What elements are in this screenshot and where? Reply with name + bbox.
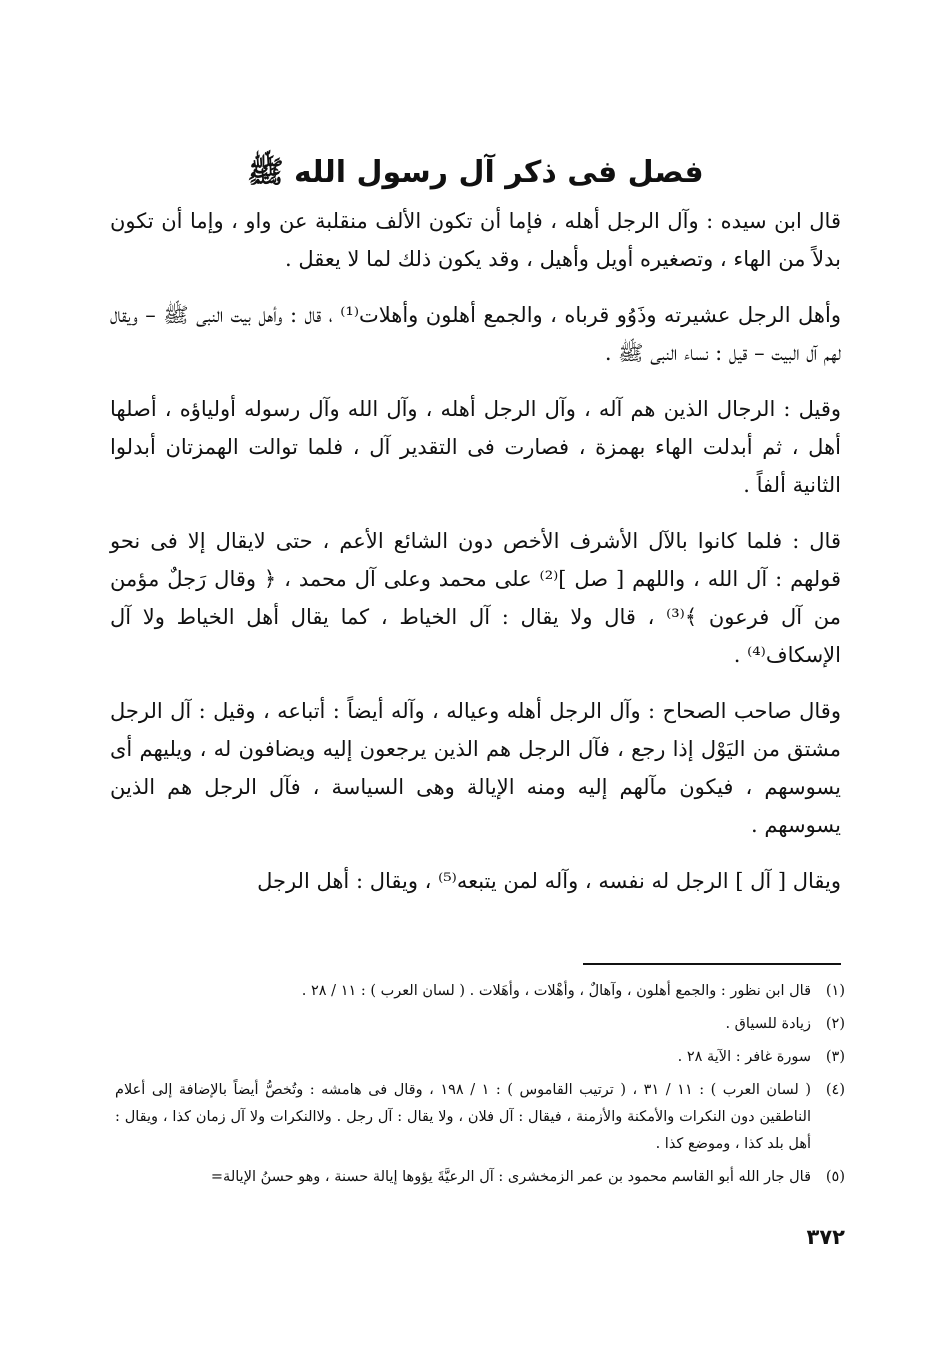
page-number: ٣٧٢ [806, 1225, 845, 1249]
footnote-divider [583, 963, 841, 965]
footnote-number: (٥) [825, 1169, 845, 1185]
footnote-text: زيادة للسياق . [725, 1016, 811, 1032]
footnote-text: قال ابن نظور : والجمع أهلون ، وآهالٌ ، وأهْلات ، وأهَلات . ( لسان العرب ) : ١١ / ٢٨ . [301, 983, 811, 999]
footnote-number: (١) [825, 983, 845, 999]
paragraph-3 [110, 390, 841, 504]
footnote-number: (٤) [825, 1082, 845, 1098]
main-text [110, 202, 841, 918]
footnote-text: ( لسان العرب ) : ١١ / ٣١ ، ( ترتيب القاموس ) : ١ / ١٩٨ ، وقال فى هامشه : وتُخصُّ أيضاً بالإضافة إلى أعلام الناطقين دون النكرات والأمكنة والأزمنة ، فيقال : آل فلان ، ولا يقال : آل رجل . ولاالنكرات ولا آل زمان كذا ، ويقال : أهل بلد كذا ، وموضع كذا . [115, 1082, 811, 1152]
footnote-4 [115, 1077, 845, 1158]
paragraph-text: قال : فلما كانوا بالآل الأشرف الأخص دون الشائع الأعم ، حتى لايقال إلا فى نحو قولهم : آل الله ، واللهم [ صل ]⁽²⁾ على محمد وعلى آل محمد ، ﴿ وقال رَجلٌ مؤمن من آل فرعون ﴾⁽³⁾ ، قال ولا يقال : آل الخياط ، كما يقال أهل الخياط ولا آل الإسكاف⁽⁴⁾ . [110, 529, 842, 667]
footnote-2 [115, 1011, 845, 1038]
footnote-5 [115, 1164, 845, 1191]
footnote-text: قال جار الله أبو القاسم محمود بن عمر الزمخشرى : آل الرعيَّةَ يؤوها إيالة حسنة ، وهو حسنُ الإيالة= [210, 1169, 811, 1185]
paragraph-text: وقيل : الرجال الذين هم آله ، وآل الرجل أهله ، وآل الله وآل رسوله أولياؤه ، أصلها أهل ، ثم أبدلت الهاء بهمزة ، فصارت فى التقدير آل ، فلما توالت الهمزتان أبدلوا الثانية ألفاً . [110, 397, 841, 497]
footnote-number: (٣) [825, 1049, 845, 1065]
paragraph-text: وأهل الرجل عشيرته وذَوُو قرباه ، والجمع أهلون وأهلات⁽¹⁾ ، قال : وأهل بيت النبى ﷺ – ويقال لهم آل البيت – قيل : نساء النبى ﷺ . [110, 303, 841, 365]
paragraph-2 [110, 296, 841, 372]
paragraph-4 [110, 522, 841, 674]
footnotes [115, 978, 845, 1197]
paragraph-5 [110, 692, 841, 844]
footnote-3 [115, 1044, 845, 1071]
footnote-text: سورة غافر : الآية ٢٨ . [677, 1049, 811, 1065]
footnote-1 [115, 978, 845, 1005]
paragraph-1 [110, 202, 841, 278]
paragraph-text: ويقال [ آل ] الرجل له نفسه ، وآله لمن يتبعه⁽⁵⁾ ، ويقال : أهل الرجل [257, 869, 841, 893]
paragraph-6 [110, 862, 841, 900]
paragraph-text: وقال صاحب الصحاح : وآل الرجل أهله وعياله ، وآله أيضاً : أتباعه ، وقيل : آل الرجل مشتق من اليَوْل إذا رجع ، فآل الرجل هم الذين يرجعون إليه ويضافون له ، ويليهم أى يسوسهم ، فيكون مآلهم إليه ومنه الإيالة وهى السياسة ، فآل الرجل هم الذين يسوسهم . [110, 699, 841, 837]
paragraph-text: قال ابن سيده : وآل الرجل أهله ، فإما أن تكون الألف منقلبة عن واو ، وإما أن تكون بدلاً من الهاء ، وتصغيره أويل وأهيل ، وقد يكون ذلك لما لا يعقل . [110, 209, 841, 271]
footnote-number: (٢) [825, 1016, 845, 1032]
chapter-title: فصل فى ذكر آل رسول الله ﷺ [247, 155, 704, 190]
